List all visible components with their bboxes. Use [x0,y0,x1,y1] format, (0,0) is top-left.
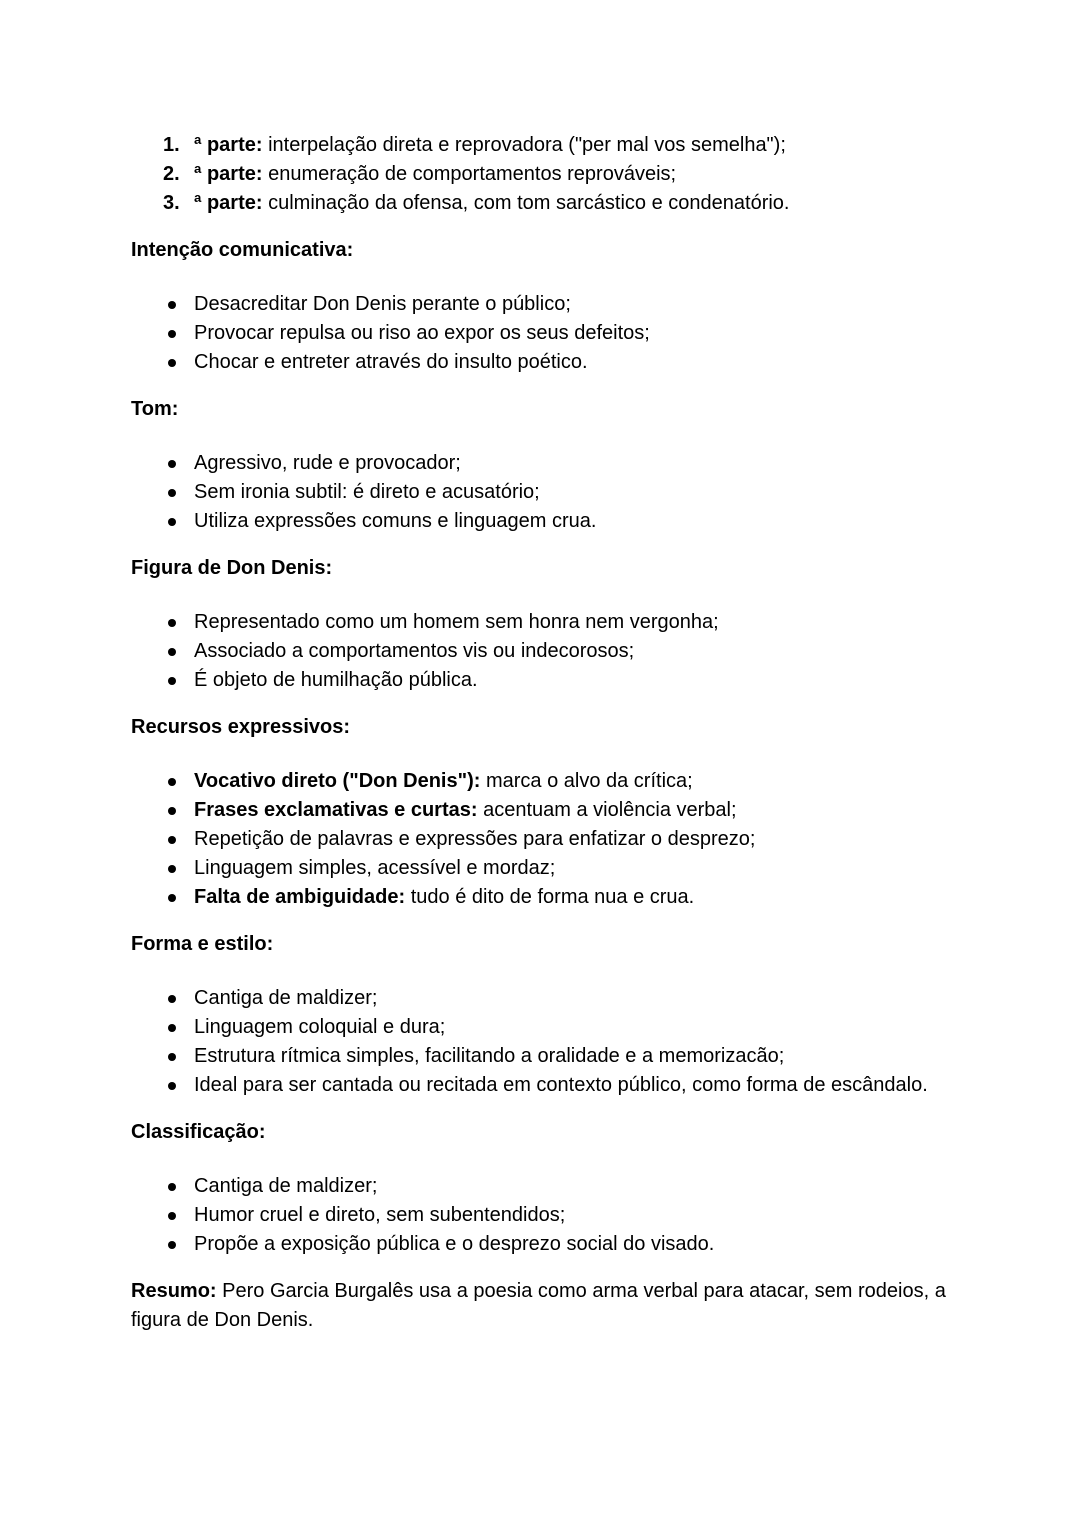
bullet-text: Provocar repulsa ou riso ao expor os seus defeitos; [194,322,650,344]
bullet-text: Linguagem coloquial e dura; [194,1016,446,1038]
bullet-list [131,449,949,536]
item-number: 1. [163,134,180,156]
section-heading: Classificação: [131,1121,266,1143]
summary-paragraph [131,1277,949,1335]
section [131,1118,949,1259]
bullet-text: Sem ironia subtil: é direto e acusatório; [194,481,540,503]
section [131,713,949,912]
item-text: enumeração de comportamentos reprováveis; [268,163,677,185]
bullet-item [131,1201,949,1230]
bullet-item [131,348,949,377]
bullet-text: Representado como um homem sem honra nem vergonha; [194,611,719,633]
section [131,554,949,695]
numbered-item [131,160,949,189]
bullet-item [131,883,949,912]
bullet-text: Repetição de palavras e expressões para enfatizar o desprezo; [194,828,756,850]
bullet-text: Ideal para ser cantada ou recitada em contexto público, como forma de escândalo. [194,1074,928,1096]
bullet-item [131,1230,949,1259]
item-text: interpelação direta e reprovadora ("per mal vos semelha"); [268,134,786,156]
bullet-item [131,478,949,507]
bullet-text: acentuam a violência verbal; [483,799,737,821]
bullet-text: tudo é dito de forma nua e crua. [410,886,695,908]
sections [131,236,949,1259]
numbered-item [131,189,949,218]
bullet-item [131,767,949,796]
section [131,930,949,1100]
bullet-text: É objeto de humilhação pública. [194,669,478,691]
bullet-lead: Falta de ambiguidade: [194,886,406,908]
bullet-text: Agressivo, rude e provocador; [194,452,461,474]
bullet-text: Humor cruel e direto, sem subentendidos; [194,1204,566,1226]
summary-text: Pero Garcia Burgalês usa a poesia como arma verbal para atacar, sem rodeios, a figura de Don Denis. [131,1280,946,1331]
item-lead: ª parte: [194,163,263,185]
bullet-text: Cantiga de maldizer; [194,987,378,1009]
bullet-text: Estrutura rítmica simples, facilitando a oralidade e a memorizacão; [194,1045,785,1067]
section-heading: Forma e estilo: [131,933,274,955]
bullet-lead: Frases exclamativas e curtas: [194,799,478,821]
bullet-item [131,1042,949,1071]
bullet-item [131,449,949,478]
section [131,236,949,377]
bullet-list [131,767,949,912]
section-heading: Tom: [131,398,179,420]
section [131,395,949,536]
item-number: 3. [163,192,180,214]
item-lead: ª parte: [194,134,263,156]
bullet-item [131,290,949,319]
bullet-text: Cantiga de maldizer; [194,1175,378,1197]
bullet-text: Desacreditar Don Denis perante o público; [194,293,571,315]
section-heading: Figura de Don Denis: [131,557,333,579]
bullet-item [131,608,949,637]
bullet-item [131,1013,949,1042]
bullet-list [131,1172,949,1259]
bullet-item [131,796,949,825]
bullet-item [131,1172,949,1201]
bullet-text: marca o alvo da crítica; [485,770,693,792]
bullet-item [131,637,949,666]
item-number: 2. [163,163,180,185]
item-text: culminação da ofensa, com tom sarcástico e condenatório. [268,192,790,214]
section-heading: Recursos expressivos: [131,716,351,738]
bullet-list [131,608,949,695]
item-lead: ª parte: [194,192,263,214]
numbered-list [131,131,949,218]
bullet-list [131,984,949,1100]
bullet-list [131,290,949,377]
bullet-item [131,854,949,883]
bullet-item [131,825,949,854]
section-heading: Intenção comunicativa: [131,239,354,261]
bullet-item [131,666,949,695]
bullet-text: Associado a comportamentos vis ou indecorosos; [194,640,635,662]
bullet-text: Chocar e entreter através do insulto poético. [194,351,588,373]
bullet-item [131,507,949,536]
bullet-text: Utiliza expressões comuns e linguagem crua. [194,510,597,532]
numbered-item [131,131,949,160]
bullet-text: Propõe a exposição pública e o desprezo social do visado. [194,1233,715,1255]
bullet-text: Linguagem simples, acessível e mordaz; [194,857,556,879]
bullet-item [131,319,949,348]
summary-lead: Resumo: [131,1280,217,1302]
bullet-lead: Vocativo direto ("Don Denis"): [194,770,481,792]
bullet-item [131,1071,949,1100]
bullet-item [131,984,949,1013]
